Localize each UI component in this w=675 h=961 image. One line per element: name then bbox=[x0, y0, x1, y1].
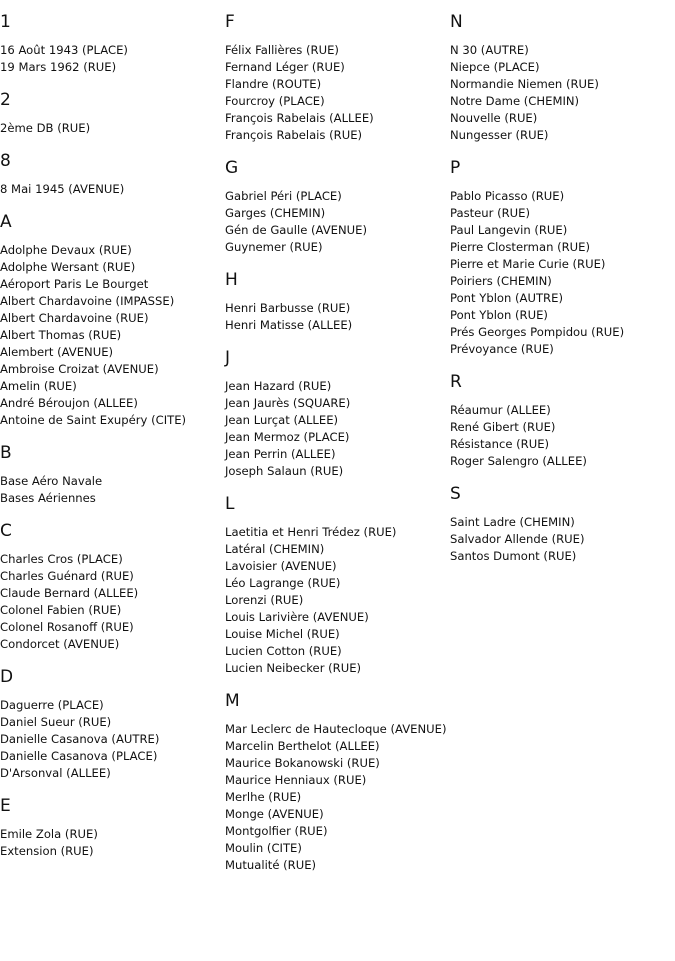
letter-heading: F bbox=[225, 12, 235, 32]
street-entry[interactable]: Fourcroy (PLACE) bbox=[225, 94, 325, 108]
street-entry[interactable]: Gén de Gaulle (AVENUE) bbox=[225, 223, 368, 237]
street-entry[interactable]: Prés Georges Pompidou (RUE) bbox=[450, 325, 625, 339]
street-list bbox=[225, 378, 450, 480]
letter-heading: G bbox=[225, 158, 239, 178]
street-entry[interactable]: René Gibert (RUE) bbox=[450, 420, 556, 434]
letter-group bbox=[0, 90, 225, 137]
street-list bbox=[0, 120, 225, 137]
street-entry[interactable]: Pont Yblon (AUTRE) bbox=[450, 291, 563, 305]
street-entry[interactable]: Lavoisier (AVENUE) bbox=[225, 559, 337, 573]
street-entry[interactable]: Garges (CHEMIN) bbox=[225, 206, 326, 220]
column-middle bbox=[225, 12, 450, 888]
street-entry[interactable]: François Rabelais (RUE) bbox=[225, 128, 363, 142]
street-entry[interactable]: Condorcet (AVENUE) bbox=[0, 637, 120, 651]
letter-heading: 2 bbox=[0, 90, 11, 110]
street-entry[interactable]: Pablo Picasso (RUE) bbox=[450, 189, 565, 203]
street-entry[interactable]: Danielle Casanova (AUTRE) bbox=[0, 732, 160, 746]
street-entry[interactable]: Moulin (CITE) bbox=[225, 841, 302, 855]
letter-heading: S bbox=[450, 484, 461, 504]
street-entry[interactable]: 19 Mars 1962 (RUE) bbox=[0, 60, 117, 74]
street-entry[interactable]: Albert Thomas (RUE) bbox=[0, 328, 122, 342]
street-entry[interactable]: Ambroise Croizat (AVENUE) bbox=[0, 362, 159, 376]
street-entry[interactable]: 8 Mai 1945 (AVENUE) bbox=[0, 182, 125, 196]
street-entry[interactable]: Danielle Casanova (PLACE) bbox=[0, 749, 158, 763]
street-entry[interactable]: André Béroujon (ALLEE) bbox=[0, 396, 138, 410]
letter-group bbox=[0, 521, 225, 653]
street-list bbox=[0, 551, 225, 653]
letter-group bbox=[0, 12, 225, 76]
letter-heading: L bbox=[225, 494, 235, 514]
street-entry[interactable]: Gabriel Péri (PLACE) bbox=[225, 189, 342, 203]
street-entry[interactable]: Niepce (PLACE) bbox=[450, 60, 540, 74]
street-entry[interactable]: Roger Salengro (ALLEE) bbox=[450, 454, 587, 468]
street-entry[interactable]: Nungesser (RUE) bbox=[450, 128, 549, 142]
street-list bbox=[450, 402, 675, 470]
letter-group bbox=[225, 12, 450, 144]
street-entry[interactable]: Salvador Allende (RUE) bbox=[450, 532, 585, 546]
street-entry[interactable]: François Rabelais (ALLEE) bbox=[225, 111, 374, 125]
street-list bbox=[225, 524, 450, 677]
street-entry[interactable]: Jean Mermoz (PLACE) bbox=[225, 430, 350, 444]
letter-heading: B bbox=[0, 443, 12, 463]
street-entry[interactable]: Louise Michel (RUE) bbox=[225, 627, 340, 641]
street-entry[interactable]: Albert Chardavoine (IMPASSE) bbox=[0, 294, 175, 308]
street-list bbox=[225, 42, 450, 144]
street-entry[interactable]: 16 Août 1943 (PLACE) bbox=[0, 43, 128, 57]
letter-group bbox=[0, 443, 225, 507]
letter-group bbox=[225, 494, 450, 677]
street-entry[interactable]: Jean Perrin (ALLEE) bbox=[225, 447, 336, 461]
letter-heading: 8 bbox=[0, 151, 11, 171]
letter-group bbox=[450, 158, 675, 358]
street-entry[interactable]: Joseph Salaun (RUE) bbox=[225, 464, 344, 478]
street-entry[interactable]: Maurice Bokanowski (RUE) bbox=[225, 756, 380, 770]
street-entry[interactable]: Louis Larivière (AVENUE) bbox=[225, 610, 369, 624]
letter-group bbox=[225, 691, 450, 874]
street-entry[interactable]: Guynemer (RUE) bbox=[225, 240, 323, 254]
street-entry[interactable]: Fernand Léger (RUE) bbox=[225, 60, 345, 74]
street-list bbox=[450, 42, 675, 144]
letter-group bbox=[450, 484, 675, 565]
street-entry[interactable]: Colonel Rosanoff (RUE) bbox=[0, 620, 134, 634]
street-entry[interactable]: Charles Cros (PLACE) bbox=[0, 552, 123, 566]
street-entry[interactable]: N 30 (AUTRE) bbox=[450, 43, 529, 57]
street-entry[interactable]: Adolphe Wersant (RUE) bbox=[0, 260, 136, 274]
letter-group bbox=[0, 796, 225, 860]
street-entry[interactable]: Saint Ladre (CHEMIN) bbox=[450, 515, 575, 529]
street-list bbox=[450, 514, 675, 565]
street-entry[interactable]: Jean Jaurès (SQUARE) bbox=[225, 396, 351, 410]
street-entry[interactable]: D'Arsonval (ALLEE) bbox=[0, 766, 111, 780]
street-entry[interactable]: Marcelin Berthelot (ALLEE) bbox=[225, 739, 380, 753]
street-list bbox=[0, 181, 225, 198]
street-entry[interactable]: Adolphe Devaux (RUE) bbox=[0, 243, 132, 257]
street-list bbox=[0, 42, 225, 76]
letter-group bbox=[225, 348, 450, 480]
street-entry[interactable]: Montgolfier (RUE) bbox=[225, 824, 328, 838]
street-entry[interactable]: Lorenzi (RUE) bbox=[225, 593, 304, 607]
letter-heading: 1 bbox=[0, 12, 11, 32]
street-entry[interactable]: Claude Bernard (ALLEE) bbox=[0, 586, 139, 600]
street-list bbox=[225, 721, 450, 874]
street-entry[interactable]: Albert Chardavoine (RUE) bbox=[0, 311, 149, 325]
letter-heading: P bbox=[450, 158, 461, 178]
letter-group bbox=[450, 372, 675, 470]
letter-group bbox=[0, 667, 225, 782]
letter-heading: H bbox=[225, 270, 238, 290]
street-entry[interactable]: Pierre et Marie Curie (RUE) bbox=[450, 257, 606, 271]
letter-heading: D bbox=[0, 667, 14, 687]
column-right bbox=[450, 12, 675, 579]
letter-heading: R bbox=[450, 372, 462, 392]
letter-heading: A bbox=[0, 212, 12, 232]
street-entry[interactable]: Mutualité (RUE) bbox=[225, 858, 317, 872]
street-entry[interactable]: Poiriers (CHEMIN) bbox=[450, 274, 552, 288]
street-entry[interactable]: Prévoyance (RUE) bbox=[450, 342, 554, 356]
letter-heading: M bbox=[225, 691, 240, 711]
street-entry[interactable]: 2ème DB (RUE) bbox=[0, 121, 91, 135]
street-entry[interactable]: Latéral (CHEMIN) bbox=[225, 542, 325, 556]
street-entry[interactable]: Antoine de Saint Exupéry (CITE) bbox=[0, 413, 187, 427]
street-entry[interactable]: Daniel Sueur (RUE) bbox=[0, 715, 112, 729]
street-list bbox=[0, 242, 225, 429]
street-entry[interactable]: Laetitia et Henri Trédez (RUE) bbox=[225, 525, 397, 539]
street-entry[interactable]: Daguerre (PLACE) bbox=[0, 698, 104, 712]
street-entry[interactable]: Lucien Cotton (RUE) bbox=[225, 644, 342, 658]
street-list bbox=[0, 697, 225, 782]
letter-heading: C bbox=[0, 521, 12, 541]
street-entry[interactable]: Normandie Niemen (RUE) bbox=[450, 77, 599, 91]
column-left bbox=[0, 12, 225, 874]
street-entry[interactable]: Félix Fallières (RUE) bbox=[225, 43, 339, 57]
street-entry[interactable]: Mar Leclerc de Hautecloque (AVENUE) bbox=[225, 722, 447, 736]
street-entry[interactable]: Aéroport Paris Le Bourget bbox=[0, 277, 149, 291]
street-entry[interactable]: Notre Dame (CHEMIN) bbox=[450, 94, 580, 108]
letter-group bbox=[225, 158, 450, 256]
street-entry[interactable]: Bases Aériennes bbox=[0, 491, 96, 505]
letter-group bbox=[450, 12, 675, 144]
street-entry[interactable]: Pont Yblon (RUE) bbox=[450, 308, 548, 322]
letter-heading: E bbox=[0, 796, 11, 816]
street-entry[interactable]: Monge (AVENUE) bbox=[225, 807, 324, 821]
street-list bbox=[0, 826, 225, 860]
street-entry[interactable]: Alembert (AVENUE) bbox=[0, 345, 114, 359]
street-entry[interactable]: Réaumur (ALLEE) bbox=[450, 403, 551, 417]
street-entry[interactable]: Merlhe (RUE) bbox=[225, 790, 302, 804]
street-entry[interactable]: Jean Hazard (RUE) bbox=[225, 379, 332, 393]
street-entry[interactable]: Extension (RUE) bbox=[0, 844, 94, 858]
street-entry[interactable]: Léo Lagrange (RUE) bbox=[225, 576, 341, 590]
street-entry[interactable]: Emile Zola (RUE) bbox=[0, 827, 98, 841]
street-entry[interactable]: Pierre Closterman (RUE) bbox=[450, 240, 591, 254]
street-entry[interactable]: Pasteur (RUE) bbox=[450, 206, 531, 220]
street-list bbox=[225, 188, 450, 256]
letter-heading: J bbox=[225, 348, 231, 368]
street-entry[interactable]: Charles Guénard (RUE) bbox=[0, 569, 134, 583]
street-entry[interactable]: Jean Lurçat (ALLEE) bbox=[225, 413, 339, 427]
letter-group bbox=[0, 151, 225, 198]
street-entry[interactable]: Paul Langevin (RUE) bbox=[450, 223, 568, 237]
street-entry[interactable]: Lucien Neibecker (RUE) bbox=[225, 661, 362, 675]
street-entry[interactable]: Maurice Henniaux (RUE) bbox=[225, 773, 367, 787]
street-entry[interactable]: Résistance (RUE) bbox=[450, 437, 550, 451]
letter-group bbox=[225, 270, 450, 334]
street-entry[interactable]: Base Aéro Navale bbox=[0, 474, 103, 488]
street-entry[interactable]: Santos Dumont (RUE) bbox=[450, 549, 577, 563]
street-entry[interactable]: Colonel Fabien (RUE) bbox=[0, 603, 122, 617]
street-entry[interactable]: Flandre (ROUTE) bbox=[225, 77, 322, 91]
street-list bbox=[225, 300, 450, 334]
street-entry[interactable]: Henri Barbusse (RUE) bbox=[225, 301, 351, 315]
street-list bbox=[0, 473, 225, 507]
street-entry[interactable]: Nouvelle (RUE) bbox=[450, 111, 538, 125]
letter-heading: N bbox=[450, 12, 463, 32]
street-list bbox=[450, 188, 675, 358]
street-entry[interactable]: Henri Matisse (ALLEE) bbox=[225, 318, 353, 332]
letter-group bbox=[0, 212, 225, 429]
street-entry[interactable]: Amelin (RUE) bbox=[0, 379, 77, 393]
